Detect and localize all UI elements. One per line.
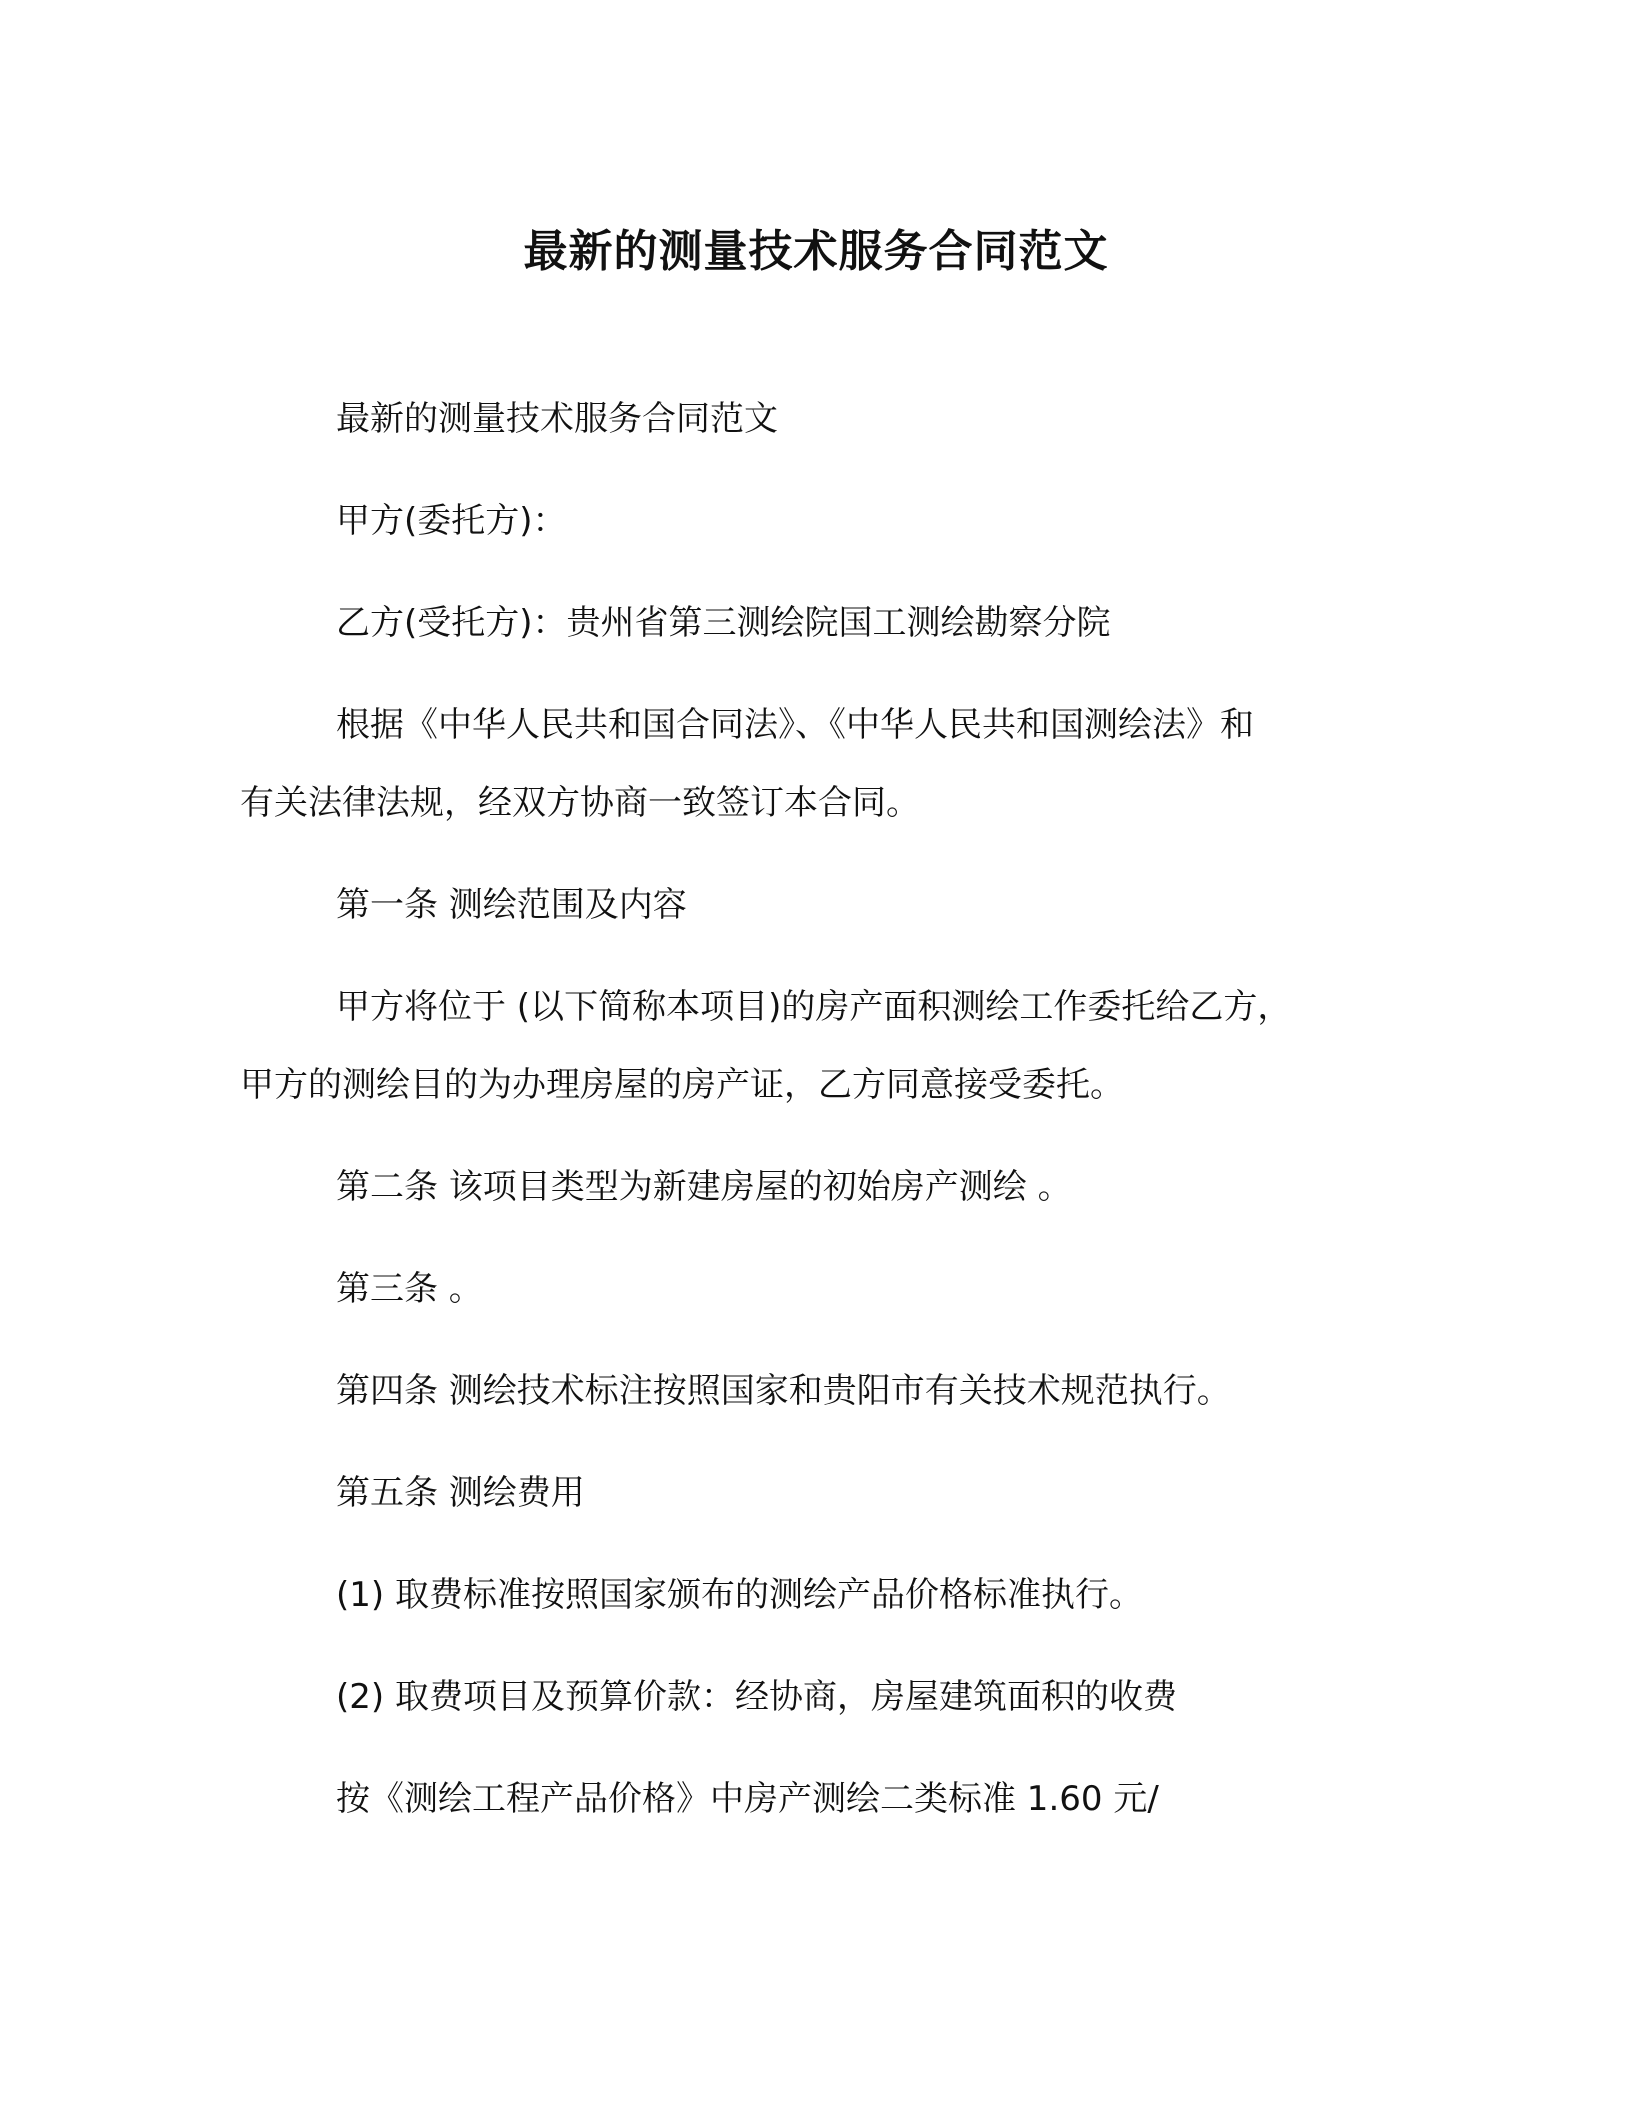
- paragraph-line: 最新的测量技术服务合同范文: [336, 399, 778, 439]
- paragraph-line: 甲方(委托方)：: [336, 501, 567, 541]
- paragraph-line: (2) 取费项目及预算价款：经协商，房屋建筑面积的收费: [336, 1677, 1177, 1717]
- paragraph-preamble: [240, 686, 1390, 842]
- paragraph-article-3: [240, 1250, 1390, 1328]
- document-title: 最新的测量技术服务合同范文: [523, 226, 1109, 277]
- paragraph-line: 甲方将位于 (以下简称本项目)的房产面积测绘工作委托给乙方，: [336, 987, 1292, 1027]
- paragraph-line: 乙方(受托方)：贵州省第三测绘院国工测绘勘察分院: [336, 603, 1111, 643]
- paragraph-article-1-body: [240, 968, 1390, 1124]
- paragraph-line: 第四条 测绘技术标注按照国家和贵阳市有关技术规范执行。: [336, 1371, 1231, 1411]
- paragraph-line: 第二条 该项目类型为新建房屋的初始房产测绘 。: [336, 1167, 1072, 1207]
- paragraph-line: 按《测绘工程产品价格》中房产测绘二类标准 1.60 元/: [336, 1779, 1159, 1819]
- paragraph-fee-items: [240, 1658, 1390, 1736]
- paragraph-line: 有关法律法规，经双方协商一致签订本合同。: [240, 783, 920, 823]
- paragraph-line: 根据《中华人民共和国合同法》、《中华人民共和国测绘法》和: [336, 705, 1254, 745]
- paragraph-subtitle: [240, 380, 1390, 458]
- paragraph-fee-price: [240, 1760, 1390, 1838]
- paragraph-line: 甲方的测绘目的为办理房屋的房产证，乙方同意接受委托。: [240, 1065, 1124, 1105]
- paragraph-line: 第一条 测绘范围及内容: [336, 885, 687, 925]
- paragraph-fee-standard: [240, 1556, 1390, 1634]
- paragraph-article-1: [240, 866, 1390, 944]
- paragraph-line: (1) 取费标准按照国家颁布的测绘产品价格标准执行。: [336, 1575, 1143, 1615]
- paragraph-article-4: [240, 1352, 1390, 1430]
- paragraph-article-5: [240, 1454, 1390, 1532]
- paragraph-article-2: [240, 1148, 1390, 1226]
- paragraph-party-b: [240, 584, 1390, 662]
- paragraph-line: 第三条 。: [336, 1269, 483, 1309]
- paragraph-line: 第五条 测绘费用: [336, 1473, 585, 1513]
- paragraph-party-a: [240, 482, 1390, 560]
